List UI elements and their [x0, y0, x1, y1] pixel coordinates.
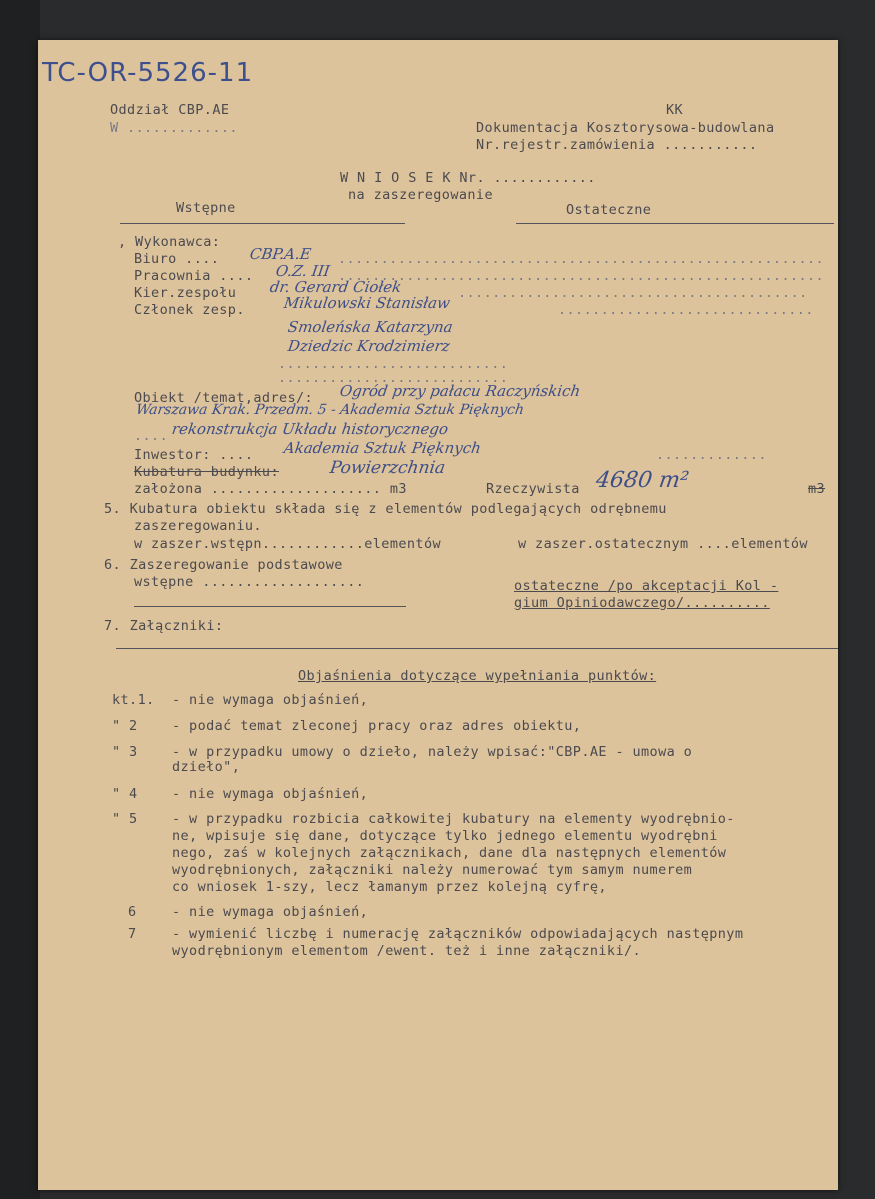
explanation-text-5d: wyodrębnionych, załączniki należy numerować tym samym numerem — [172, 862, 693, 878]
value-object-1: Ogród przy pałacu Raczyńskich — [338, 382, 582, 400]
col-preliminary: Wstępne — [176, 200, 236, 216]
explanation-num-7: 7 — [128, 926, 137, 942]
explanations-heading: Objaśnienia dotyczące wypełniania punktów: — [298, 668, 657, 684]
unit-m3-struck: m3 — [808, 481, 826, 497]
value-actual: 4680 m² — [594, 468, 691, 493]
value-studio: O.Z. III — [274, 262, 331, 280]
point-6-preliminary: wstępne ................... — [134, 574, 365, 590]
title-subtitle: na zaszeregowanie — [348, 187, 493, 203]
label-team-member: Członek zesp. — [134, 302, 245, 318]
dots-office: ......................................................... — [338, 251, 825, 267]
binder-edge — [0, 0, 40, 1199]
explanation-text-3b: dzieło", — [172, 759, 241, 775]
title-wniosek: W N I O S E K Nr. ............ — [340, 170, 596, 186]
explanation-text-7a: - wymienić liczbę i numerację załączników odpowiadających następnym — [172, 926, 744, 942]
divider-main — [116, 648, 838, 649]
explanation-text-5c: nego, zaś w kolejnych załącznikach, dane dla następnych elementów — [172, 845, 727, 861]
point-5-line-2: zaszeregowaniu. — [134, 518, 262, 534]
explanation-num-5: " 5 — [112, 811, 138, 827]
value-object-2: Warszawa Krak. Przedm. 5 - Akademia Sztuk Pięknych — [134, 402, 526, 418]
explanation-text-5b: ne, wpisuje się dane, dotyczące tylko jednego elementu wyodrębni — [172, 828, 718, 844]
dots-team-member: .............................. — [558, 302, 814, 318]
point-6-final-1: ostateczne /po akceptacji Kol - — [514, 578, 779, 594]
explanation-text-4: - nie wymaga objaśnień, — [172, 786, 369, 802]
label-studio: Pracownia .... — [134, 268, 254, 284]
explanation-num-2: " 2 — [112, 718, 138, 734]
point-5-final: w zaszer.ostatecznym ....elementów — [518, 536, 808, 552]
header-dept: Oddział CBP.AE — [110, 102, 230, 118]
reference-number: TC-OR-5526-11 — [42, 58, 254, 88]
label-investor: Inwestor: .... — [134, 447, 254, 463]
value-office: CBP.A.E — [248, 245, 313, 263]
label-object: Obiekt /temat,adres/: — [134, 390, 314, 406]
point-6-line-1: 6. Zaszeregowanie podstawowe — [104, 557, 343, 573]
value-team-lead: dr. Gerard Ciołek — [268, 278, 403, 296]
rule-point-6-left — [134, 606, 406, 607]
col-final: Ostateczne — [566, 202, 652, 218]
dots-blank-2: ........................... — [278, 370, 509, 386]
point-7: 7. Załączniki: — [104, 618, 224, 634]
label-office: Biuro .... — [134, 251, 220, 267]
explanation-text-6: - nie wymaga objaśnień, — [172, 904, 369, 920]
value-team-member-1: Mikulowski Stanisław — [282, 294, 452, 312]
point-6-final-2: gium Opiniodawczego/.......... — [514, 595, 770, 611]
dots-object: .... — [134, 428, 169, 444]
header-city: W ............. — [110, 120, 238, 136]
value-investor: Akademia Sztuk Pięknych — [282, 439, 483, 457]
explanation-text-2: - podać temat zleconej pracy oraz adres obiektu, — [172, 718, 582, 734]
divider-right — [516, 223, 834, 224]
header-register-no: Nr.rejestr.zamówienia ........... — [476, 137, 758, 153]
value-team-member-2: Smoleńska Katarzyna — [286, 318, 454, 336]
dots-blank-1: ........................... — [278, 356, 509, 372]
header-kk: KK — [666, 102, 684, 118]
explanation-num-3: " 3 — [112, 744, 138, 760]
label-team-lead: Kier.zespołu — [134, 285, 237, 301]
explanation-num-4: " 4 — [112, 786, 138, 802]
label-actual: Rzeczywista — [486, 481, 580, 497]
dots-studio: ......................................................... — [338, 268, 825, 284]
label-contractor: , Wykonawca: — [118, 234, 221, 250]
value-area: Powierzchnia — [328, 458, 447, 478]
explanation-num-1: kt.1. — [112, 692, 155, 708]
explanation-text-3: - w przypadku umowy o dzieło, należy wpisać:"CBP.AE - umowa o — [172, 744, 693, 760]
explanation-text-5e: co wniosek 1-szy, lecz łamanym przez kolejną cyfrę, — [172, 879, 607, 895]
value-team-member-3: Dziedzic Krodzimierz — [286, 337, 452, 355]
explanation-num-6: 6 — [128, 904, 137, 920]
divider-left — [120, 223, 405, 224]
header-doc-type: Dokumentacja Kosztorysowa-budowlana — [476, 120, 775, 136]
dots-investor: ............. — [656, 447, 767, 463]
value-object-3: rekonstrukcja Układu historycznego — [170, 420, 450, 438]
point-5-line-1: 5. Kubatura obiektu składa się z elementów podlegających odrębnemu — [104, 501, 667, 517]
point-5-preliminary: w zaszer.wstępn............elementów — [134, 536, 441, 552]
label-volume-struck: Kubatura budynku: — [134, 464, 279, 480]
label-assumed: założona .................... m3 — [134, 481, 407, 497]
document-page — [38, 40, 838, 1190]
explanation-text-7b: wyodrębnionym elementom /ewent. też i inne załączniki/. — [172, 943, 642, 959]
explanation-text-1: - nie wymaga objaśnień, — [172, 692, 369, 708]
dots-team-lead: ......................................... — [458, 285, 808, 301]
explanation-text-5a: - w przypadku rozbicia całkowitej kubatury na elementy wyodrębnio- — [172, 811, 735, 827]
